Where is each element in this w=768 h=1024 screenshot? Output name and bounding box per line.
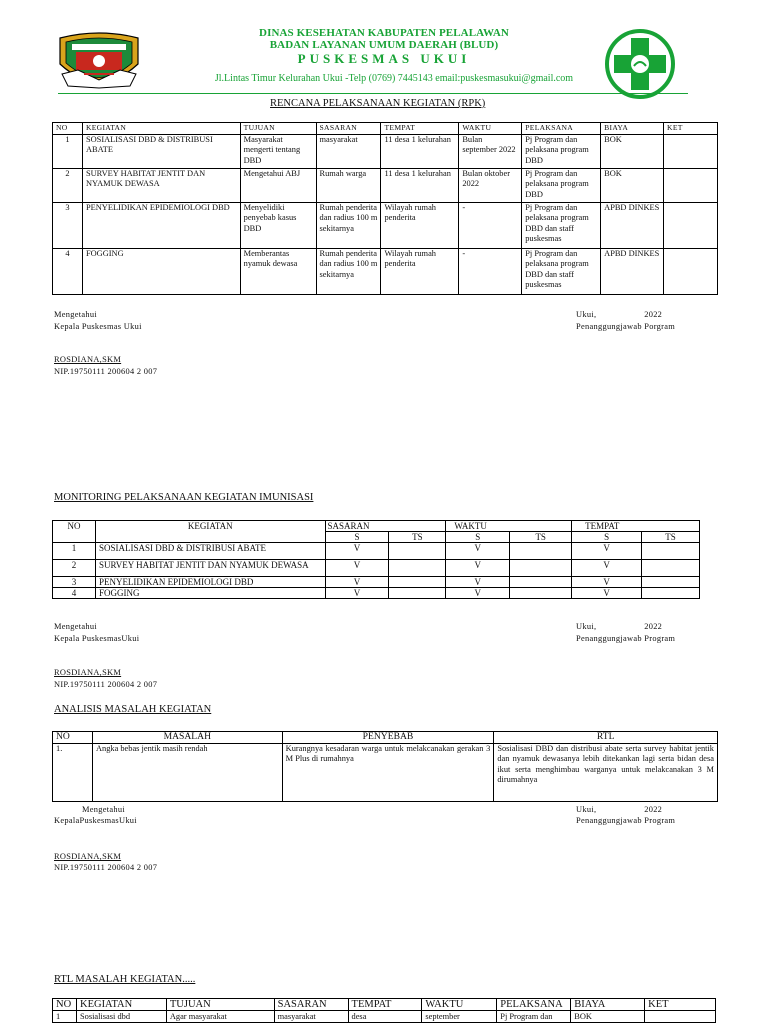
sub-header: S: [446, 532, 510, 543]
col-header: KEGIATAN: [82, 123, 240, 135]
cell: BOK: [601, 134, 664, 168]
cell: APBD DINKES: [601, 202, 664, 248]
cell: V: [446, 588, 510, 599]
cell: V: [572, 588, 642, 599]
rtl-header-row: [53, 999, 716, 1011]
cell: Sosialisasi dbd: [76, 1011, 166, 1023]
kop-line-3: PUSKESMAS UKUI: [297, 51, 471, 66]
cell: SOSIALISASI DBD & DISTRIBUSI ABATE: [82, 134, 240, 168]
cell: masyarakat: [316, 134, 381, 168]
rpk-title: RENCANA PELAKSANAAN KEGIATAN (RPK): [270, 98, 486, 109]
col-header: NO: [53, 999, 77, 1011]
cell: Pj Program dan pelaksana program DBD: [522, 168, 601, 202]
sign3-name: ROSDIANA,SKM: [54, 852, 122, 861]
cell: SURVEY HABITAT JENTIT DAN NYAMUK DEWASA: [82, 168, 240, 202]
sign1-date: Ukui, 2022: [576, 310, 663, 319]
col-header: PELAKSANA: [522, 123, 601, 135]
cell: V: [325, 577, 389, 588]
rtl-title: RTL MASALAH KEGIATAN.....: [54, 974, 196, 985]
sign2-left1: Mengetahui: [54, 622, 98, 631]
cell: SOSIALISASI DBD & DISTRIBUSI ABATE: [95, 543, 325, 560]
col-header: KET: [645, 999, 716, 1011]
cell: [664, 202, 718, 248]
cell: FOGGING: [95, 588, 325, 599]
monitoring-table: [52, 520, 700, 599]
cell: Rumah warga: [316, 168, 381, 202]
analisis-table: [52, 731, 718, 802]
cell: V: [446, 577, 510, 588]
col-header: PELAKSANA: [497, 999, 571, 1011]
cell: 4: [53, 588, 96, 599]
kop-line-2: BADAN LAYANAN UMUM DAERAH (BLUD): [269, 39, 499, 51]
rtl-table: [52, 998, 716, 1023]
cell: V: [572, 560, 642, 577]
cell: Mengetahui ABJ: [240, 168, 316, 202]
sign1-left2: Kepala Puskesmas Ukui: [54, 322, 142, 331]
cell: -: [459, 202, 522, 248]
col-header: NO: [53, 521, 96, 543]
cell: [642, 560, 700, 577]
col-header: KEGIATAN: [76, 999, 166, 1011]
col-header: WAKTU: [446, 521, 572, 532]
cell: Pj Program dan: [497, 1011, 571, 1023]
cell: [664, 168, 718, 202]
cell: 3: [53, 202, 83, 248]
cell: V: [446, 543, 510, 560]
cell: 2: [53, 168, 83, 202]
sub-header: S: [572, 532, 642, 543]
cell: 11 desa 1 kelurahan: [381, 168, 459, 202]
table-row: [53, 168, 718, 202]
cell: Angka bebas jentik masih rendah: [92, 743, 282, 801]
cell: [389, 577, 446, 588]
col-header: NO: [53, 732, 93, 744]
analisis-header-row: [53, 732, 718, 744]
cell: V: [325, 560, 389, 577]
col-header: RTL: [494, 732, 718, 744]
sign3-nip: NIP.19750111 200604 2 007: [54, 863, 158, 872]
cell: Bulan september 2022: [459, 134, 522, 168]
cell: Rumah penderita dan radius 100 m sekitarnya: [316, 248, 381, 294]
cell: [510, 577, 572, 588]
cell: 4: [53, 248, 83, 294]
sub-header: TS: [389, 532, 446, 543]
table-row: [53, 743, 718, 801]
cell: Wilayah rumah penderita: [381, 202, 459, 248]
sub-header: TS: [510, 532, 572, 543]
col-header: KEGIATAN: [95, 521, 325, 543]
sign3-date: Ukui, 2022: [576, 805, 663, 814]
cell: PENYELIDIKAN EPIDEMIOLOGI DBD: [95, 577, 325, 588]
cell: Memberantas nyamuk dewasa: [240, 248, 316, 294]
cell: Sosialisasi DBD dan distribusi abate serta survey habitat jentik dan nyamuk dewasanya lebih ditekankan lagi serta bidan desa ikut serta menghimbau warganya untuk melakcanakan 3 M dirumahnya: [494, 743, 718, 801]
rpk-header-row: [53, 123, 718, 135]
sign1-role: Penanggungjawab Porgram: [576, 322, 676, 331]
table-row: [53, 1011, 716, 1023]
cell: Pj Program dan pelaksana program DBD: [522, 134, 601, 168]
sub-header: S: [325, 532, 389, 543]
analisis-title: ANALISIS MASALAH KEGIATAN: [54, 704, 212, 715]
col-header: BIAYA: [571, 999, 645, 1011]
sign2-left2: Kepala PuskesmasUkui: [54, 634, 140, 643]
col-header: PENYEBAB: [282, 732, 494, 744]
cell: [389, 543, 446, 560]
cell: [642, 577, 700, 588]
monitoring-header-row: [53, 521, 700, 532]
col-header: MASALAH: [92, 732, 282, 744]
cell: desa: [348, 1011, 422, 1023]
sign1-left1: Mengetahui: [54, 310, 98, 319]
col-header: SASARAN: [325, 521, 446, 532]
table-row: [53, 543, 700, 560]
cell: [642, 588, 700, 599]
table-row: [53, 248, 718, 294]
sign3-role: Penanggungjawab Program: [576, 816, 676, 825]
cell: Kurangnya kesadaran warga untuk melakcanakan gerakan 3 M Plus di rumahnya: [282, 743, 494, 801]
kop-line-1: DINAS KESEHATAN KABUPATEN PELALAWAN: [259, 27, 509, 39]
col-header: SASARAN: [274, 999, 348, 1011]
cell: BOK: [571, 1011, 645, 1023]
cell: Pj Program dan pelaksana program DBD dan staff puskesmas: [522, 248, 601, 294]
sign2-date: Ukui, 2022: [576, 622, 663, 631]
sign2-role: Penanggungjawab Program: [576, 634, 676, 643]
cell: 2: [53, 560, 96, 577]
table-row: [53, 588, 700, 599]
cell: Bulan oktober 2022: [459, 168, 522, 202]
col-header: KET: [664, 123, 718, 135]
col-header: TEMPAT: [348, 999, 422, 1011]
cell: PENYELIDIKAN EPIDEMIOLOGI DBD: [82, 202, 240, 248]
cell: V: [572, 577, 642, 588]
cell: Masyarakat mengerti tentang DBD: [240, 134, 316, 168]
sign3-left1: Mengetahui: [82, 805, 126, 814]
kop-address: Jl.Lintas Timur Kelurahan Ukui -Telp (0769) 7445143 email:puskesmasukui@gmail.com: [214, 73, 574, 84]
cell: [510, 543, 572, 560]
cell: [389, 588, 446, 599]
cell: V: [572, 543, 642, 560]
table-row: [53, 577, 700, 588]
cell: 1: [53, 1011, 77, 1023]
cell: [510, 588, 572, 599]
col-header: WAKTU: [422, 999, 497, 1011]
cell: [510, 560, 572, 577]
cell: [664, 248, 718, 294]
sign1-nip: NIP.19750111 200604 2 007: [54, 367, 158, 376]
cell: Agar masyarakat: [166, 1011, 274, 1023]
cell: 1.: [53, 743, 93, 801]
sign2-name: ROSDIANA,SKM: [54, 668, 122, 677]
monitoring-title: MONITORING PELAKSANAAN KEGIATAN IMUNISASI: [54, 492, 314, 503]
col-header: BIAYA: [601, 123, 664, 135]
cell: 1: [53, 543, 96, 560]
cell: [664, 134, 718, 168]
cell: Wilayah rumah penderita: [381, 248, 459, 294]
col-header: NO: [53, 123, 83, 135]
col-header: SASARAN: [316, 123, 381, 135]
cell: 1: [53, 134, 83, 168]
cell: [642, 543, 700, 560]
cell: [389, 560, 446, 577]
col-header: TEMPAT: [572, 521, 700, 532]
cell: september: [422, 1011, 497, 1023]
col-header: TUJUAN: [166, 999, 274, 1011]
cell: 11 desa 1 kelurahan: [381, 134, 459, 168]
table-row: [53, 560, 700, 577]
col-header: TUJUAN: [240, 123, 316, 135]
cell: V: [325, 543, 389, 560]
cell: -: [459, 248, 522, 294]
col-header: TEMPAT: [381, 123, 459, 135]
cell: SURVEY HABITAT JENTIT DAN NYAMUK DEWASA: [95, 560, 325, 577]
sign3-left2: KepalaPuskesmasUkui: [54, 816, 137, 825]
header-divider: [58, 93, 688, 94]
sign2-nip: NIP.19750111 200604 2 007: [54, 680, 158, 689]
cell: BOK: [601, 168, 664, 202]
cell: APBD DINKES: [601, 248, 664, 294]
cell: [645, 1011, 716, 1023]
cell: Pj Program dan pelaksana program DBD dan staff puskesmas: [522, 202, 601, 248]
cell: V: [446, 560, 510, 577]
cell: FOGGING: [82, 248, 240, 294]
table-row: [53, 202, 718, 248]
sign1-name: ROSDIANA,SKM: [54, 355, 122, 364]
table-row: [53, 134, 718, 168]
col-header: WAKTU: [459, 123, 522, 135]
sub-header: TS: [642, 532, 700, 543]
cell: Menyelidiki penyebab kasus DBD: [240, 202, 316, 248]
cell: masyarakat: [274, 1011, 348, 1023]
cell: V: [325, 588, 389, 599]
rpk-table: [52, 122, 718, 295]
cell: 3: [53, 577, 96, 588]
cell: Rumah penderita dan radius 100 m sekitarnya: [316, 202, 381, 248]
